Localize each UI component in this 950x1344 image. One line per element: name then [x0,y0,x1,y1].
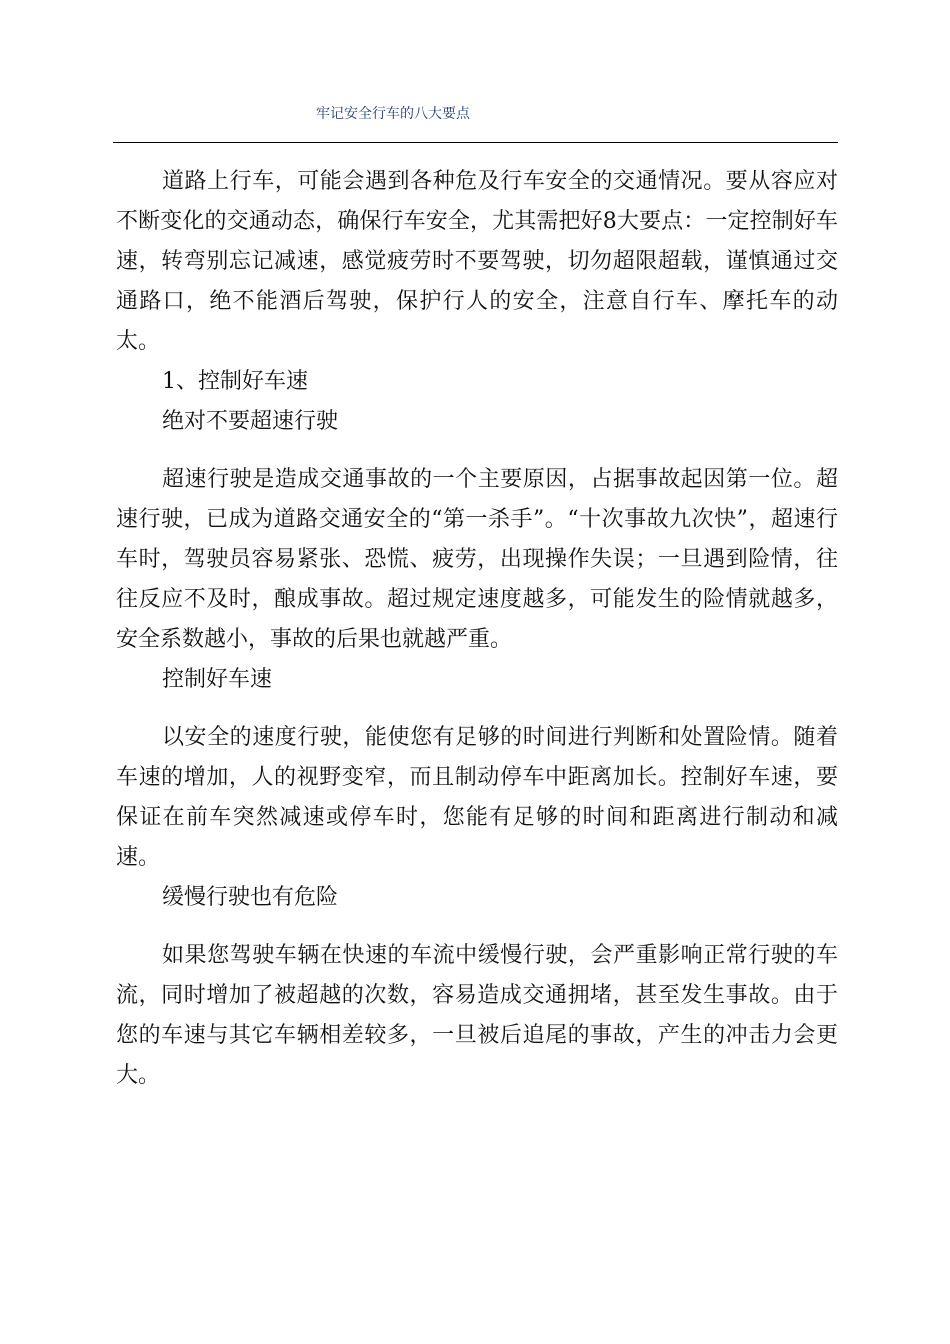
body-paragraph: 超速行驶是造成交通事故的一个主要原因，占据事故起因第一位。超速行驶，已成为道路交通安全的“第一杀手”。“十次事故九次快”，超速行车时，驾驶员容易紧张、恐慌、疲劳，出现操作失误；一旦遇到险情，往往反应不及时，酿成事故。超过规定速度越多，可能发生的险情就越多，安全系数越小，事故的后果也就越严重。 [116,467,838,652]
subsection-heading: 控制好车速 [162,667,273,692]
subsection-heading: 缓慢行驶也有危险 [162,885,339,910]
page-header-title: 牢记安全行车的八大要点 [316,106,470,122]
section-heading: 1、控制好车速 [162,369,308,394]
intro-paragraph: 道路上行车，可能会遇到各种危及行车安全的交通情况。要从容应对不断变化的交通动态，确保行车安全，尤其需把好8大要点：一定控制好车速，转弯别忘记减速，感觉疲劳时不要驾驶，切勿超限超载，谨慎通过交通路口，绝不能酒后驾驶，保护行人的安全，注意自行车、摩托车的动太。 [116,169,838,354]
body-paragraph: 如果您驾驶车辆在快速的车流中缓慢行驶，会严重影响正常行驶的车流，同时增加了被超越的次数，容易造成交通拥堵，甚至发生事故。由于您的车速与其它车辆相差较多，一旦被后追尾的事故，产生的冲击力会更大。 [116,943,838,1088]
document-body [116,162,838,1096]
subsection-heading: 绝对不要超速行驶 [162,409,339,434]
body-paragraph: 以安全的速度行驶，能使您有足够的时间进行判断和处置险情。随着车速的增加，人的视野变窄，而且制动停车中距离加长。控制好车速，要保证在前车突然减速或停车时，您能有足够的时间和距离进行制动和减速。 [116,725,838,870]
header-divider [113,142,838,143]
